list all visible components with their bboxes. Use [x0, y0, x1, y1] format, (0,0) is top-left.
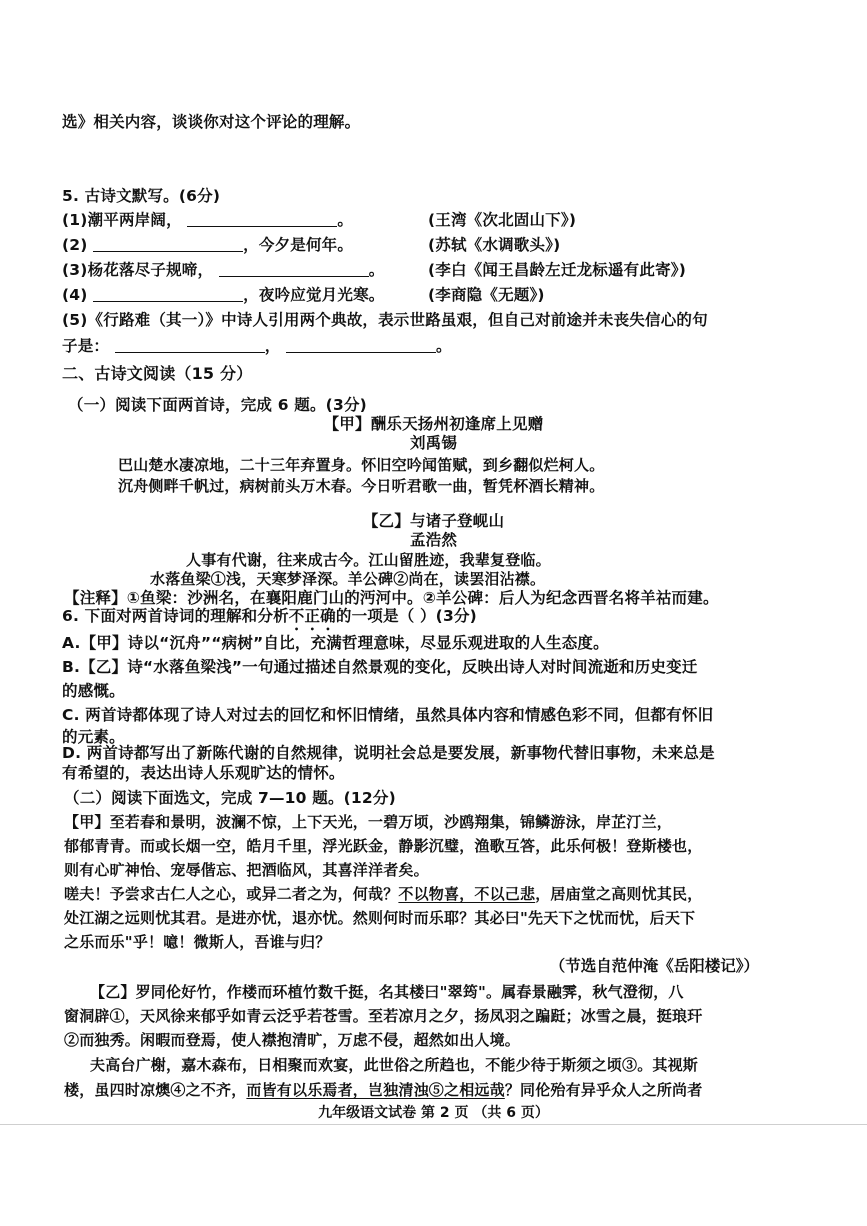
prose-b-line-4: 夫高台广榭，嘉木森布，日相聚而欢宴，此世俗之所趋也，不能少待于斯须之顷③。其视斯 [90, 1056, 699, 1074]
q5-item-5-pre: 子是： [62, 337, 110, 355]
prose-b-line-5-pre: 楼，虽四时凉燠④之不齐， [64, 1081, 247, 1099]
q6-option-c: C. 两首诗都体现了诗人对过去的回忆和怀旧情绪，虽然具体内容和情感色彩不同，但都有怀旧 [62, 706, 714, 724]
poem-a-line-1: 巴山楚水凄凉地，二十三年弃置身。怀旧空吟闻笛赋，到乡翻似烂柯人。 [118, 456, 605, 474]
q5-item-2-blank[interactable] [93, 237, 243, 252]
q5-item-5-blank-1[interactable] [115, 338, 265, 353]
q5-item-3 [62, 260, 384, 280]
q6-option-b-cont: 的感慨。 [62, 682, 125, 700]
prose-b-underlined: 而皆有以乐焉者，岂独清浊⑤之相远哉 [246, 1081, 505, 1099]
poem-b-title: 【乙】与诸子登岘山 [362, 512, 505, 530]
prose-b-line-5-post: ？同伦殆有异乎众人之所尚者 [504, 1081, 703, 1099]
q5-item-5-line2 [62, 336, 452, 356]
poem-a-title: 【甲】酬乐天扬州初逢席上见赠 [323, 415, 544, 433]
q5-title: 5. 古诗文默写。(6分) [62, 187, 221, 205]
prose-a-underlined: 不以物喜，不以己悲 [398, 885, 536, 903]
part-1-intro: （一）阅读下面两首诗，完成 6 题。(3分) [68, 396, 367, 414]
poem-b-line-2: 水落鱼梁①浅，天寒梦泽深。羊公碑②尚在，读罢泪沾襟。 [150, 570, 546, 588]
prose-b-line-2: 窗洞辟①，天风徐来郁乎如青云泛乎若苍雪。至若凉月之夕，扬凤羽之蹁跹；冰雪之晨，挺琅玕 [64, 1007, 703, 1025]
q5-item-1-num: (1) [62, 211, 88, 229]
q5-item-1-post: 。 [337, 211, 354, 229]
prose-b-line-5 [64, 1080, 702, 1100]
q5-item-4 [62, 285, 384, 305]
poem-b-author: 孟浩然 [409, 531, 458, 549]
q5-item-3-num: (3) [62, 261, 88, 279]
poem-note: 【注释】①鱼梁：沙洲名，在襄阳鹿门山的沔河中。②羊公碑：后人为纪念西晋名将羊祜而建。 [64, 589, 719, 607]
q5-item-1-blank[interactable] [187, 212, 337, 227]
section-2-title: 二、古诗文阅读（15 分） [62, 364, 253, 383]
prose-a-line-4 [64, 884, 702, 904]
q5-item-5-blank-2[interactable] [286, 338, 436, 353]
q5-item-4-post: ，夜吟应觉月光寒。 [243, 286, 385, 304]
q5-item-5-line1: (5)《行路难（其一）》中诗人引用两个典故，表示世路虽艰，但自己对前途并未丧失信心的句 [62, 311, 708, 329]
q5-item-2-source: (苏轼《水调歌头》) [428, 236, 561, 254]
q6-option-b: B.【乙】诗“水落鱼梁浅”一句通过描述自然景观的变化，反映出诗人对时间流逝和历史变迁 [62, 658, 698, 676]
intro-tail: 选》相关内容，谈谈你对这个评论的理解。 [62, 113, 361, 131]
q5-item-3-blank[interactable] [219, 262, 369, 277]
prose-a-line-6: 之乐而乐"乎！噫！微斯人，吾谁与归？ [64, 933, 331, 951]
prose-a-line-2: 郁郁青青。而或长烟一空，皓月千里，浮光跃金，静影沉璧，渔歌互答，此乐何极！登斯楼也， [64, 837, 703, 855]
q5-item-5-end: 。 [436, 337, 452, 355]
q6-stem-pre: 6. 下面对两首诗词的理解和分析 [62, 607, 289, 625]
prose-a-line-4-pre: 嗟夫！予尝求古仁人之心，或异二者之为，何哉？ [64, 885, 399, 903]
q6-stem-post: 的一项是（ ）(3分) [335, 607, 477, 625]
q6-option-a: A.【甲】诗以“沉舟”“病树”自比，充满哲理意味，尽显乐观进取的人生态度。 [62, 634, 609, 652]
q5-item-5-sep: ， [264, 337, 281, 355]
page-divider [0, 1124, 867, 1125]
q5-item-1-pre: 潮平两岸阔， [87, 211, 182, 229]
poem-a-author: 刘禹锡 [409, 434, 458, 452]
prose-a-line-3: 则有心旷神怡、宠辱偕忘、把酒临风，其喜洋洋者矣。 [64, 861, 429, 879]
q6-stem-emphasis: 不正确 [288, 607, 336, 625]
source-a: （节选自范仲淹《岳阳楼记》） [549, 957, 759, 975]
poem-a-line-2: 沉舟侧畔千帆过，病树前头万木春。今日听君歌一曲，暂凭杯酒长精神。 [118, 477, 605, 495]
page-footer: 九年级语文试卷 第 2 页 （共 6 页） [318, 1105, 549, 1121]
prose-a-line-4-post: ，居庙堂之高则忧其民， [535, 885, 703, 903]
q5-item-1-source: (王湾《次北固山下》) [428, 211, 577, 229]
prose-b-line-3: ②而独秀。闲暇而登焉，使人襟抱清旷，万虑不侵，超然如出人境。 [64, 1031, 521, 1049]
q5-item-1 [62, 210, 353, 230]
q6-option-d-cont: 有希望的，表达出诗人乐观旷达的情怀。 [62, 764, 345, 782]
q5-item-4-source: (李商隐《无题》) [428, 286, 545, 304]
q5-item-4-blank[interactable] [93, 287, 243, 302]
prose-b-line-1: 【乙】罗同伦好竹，作楼而环植竹数千挺，名其楼曰"翠筠"。属春景融霁，秋气澄彻，八 [90, 983, 684, 1001]
q5-item-3-post: 。 [368, 261, 385, 279]
q6-option-c-cont: 的元素。 [62, 728, 125, 746]
q5-item-3-pre: 杨花落尽子规啼， [87, 261, 214, 279]
q6-option-d: D. 两首诗都写出了新陈代谢的自然规律，说明社会总是要发展，新事物代替旧事物，未来总是 [62, 744, 715, 762]
q5-item-2-num: (2) [62, 236, 88, 254]
prose-a-line-1: 【甲】至若春和景明，波澜不惊，上下天光，一碧万顷，沙鸥翔集，锦鳞游泳，岸芷汀兰， [64, 813, 673, 831]
prose-a-line-5: 处江湖之远则忧其君。是进亦忧，退亦忧。然则何时而乐耶？其必曰"先天下之忧而忧，后天下 [64, 909, 696, 927]
poem-b-line-1: 人事有代谢，往来成古今。江山留胜迹，我辈复登临。 [186, 551, 551, 569]
q5-item-2-post: ，今夕是何年。 [243, 236, 354, 254]
q5-item-2 [62, 235, 353, 255]
part-2-intro: （二）阅读下面选文，完成 7—10 题。(12分) [64, 789, 396, 807]
q5-item-4-num: (4) [62, 286, 88, 304]
q6-stem [62, 606, 477, 634]
q5-item-3-source: (李白《闻王昌龄左迁龙标遥有此寄》) [428, 261, 687, 279]
